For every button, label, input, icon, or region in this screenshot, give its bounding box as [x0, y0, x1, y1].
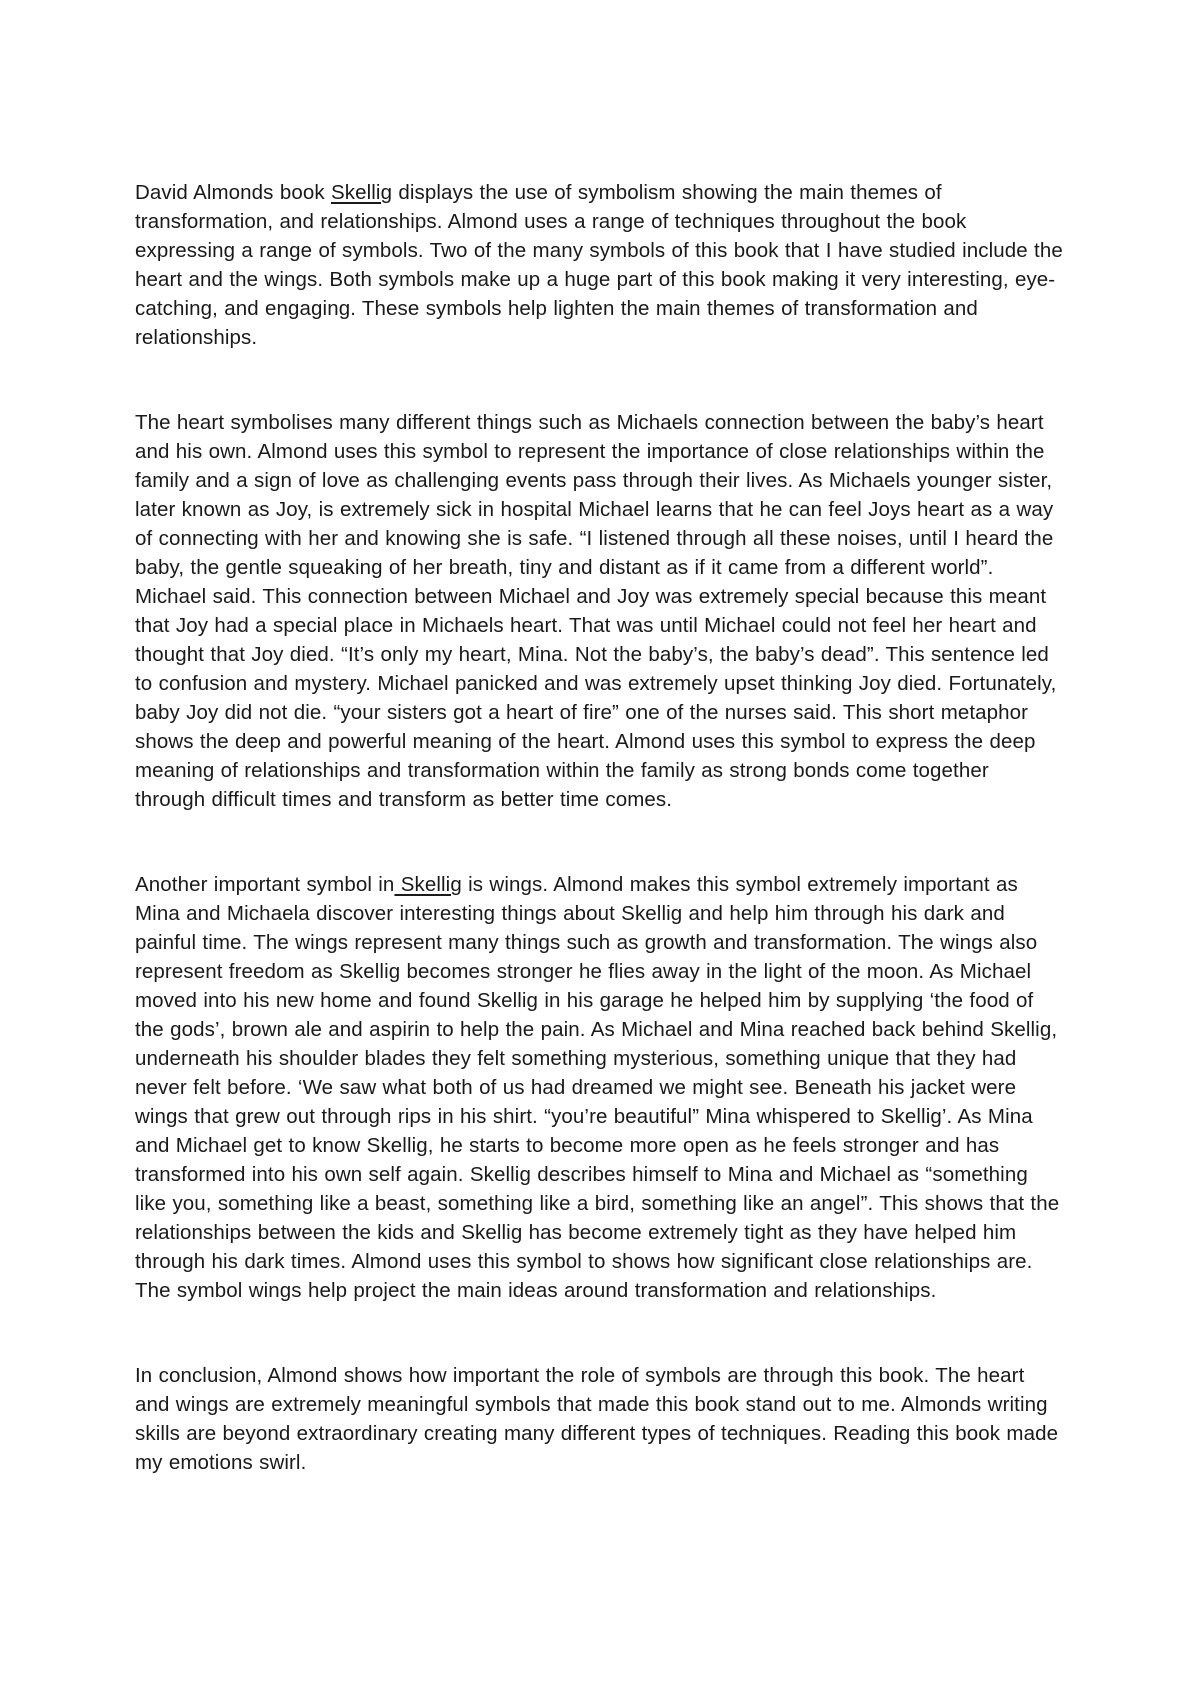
essay-paragraph	[135, 1361, 1065, 1477]
essay-paragraph	[135, 408, 1065, 814]
underlined-book-title: Skellig	[394, 873, 462, 896]
text-run: Another important symbol in	[135, 873, 395, 896]
text-run: displays the use of symbolism showing the main themes of transformation, and relationships. Almond uses a range of techniques throughout the book expressing a range of symbols. Two of the many symbols of this book that I have studied include the heart and the wings. Both symbols make up a huge part of this book making it very interesting, eye-catching, and engaging. These symbols help lighten the main themes of transformation and relationships.	[135, 181, 1063, 349]
text-run: The heart symbolises many different things such as Michaels connection between the baby’s heart and his own. Almond uses this symbol to represent the importance of close relationships within the family and a sign of love as challenging events pass through their lives. As Michaels younger sister, later known as Joy, is extremely sick in hospital Michael learns that he can feel Joys heart as a way of connecting with her and knowing she is safe. “I listened through all these noises, until I heard the baby, the gentle squeaking of her breath, tiny and distant as if it came from a different world”. Michael said. This connection between Michael and Joy was extremely special because this meant that Joy had a special place in Michaels heart. That was until Michael could not feel her heart and thought that Joy died. “It’s only my heart, Mina. Not the baby’s, the baby’s dead”. This sentence led to confusion and mystery. Michael panicked and was extremely upset thinking Joy died. Fortunately, baby Joy did not die. “your sisters got a heart of fire” one of the nurses said. This short metaphor shows the deep and powerful meaning of the heart. Almond uses this symbol to express the deep meaning of relationships and transformation within the family as strong bonds come together through difficult times and transform as better time comes.	[135, 411, 1057, 811]
underlined-book-title: Skellig	[330, 181, 393, 204]
text-run: David Almonds book	[135, 181, 331, 204]
text-run: In conclusion, Almond shows how important the role of symbols are through this book. The heart and wings are extremely meaningful symbols that made this book stand out to me. Almonds writing skills are beyond extraordinary creating many different types of techniques. Reading this book made my emotions swirl.	[135, 1364, 1059, 1474]
essay-paragraph	[135, 870, 1065, 1305]
text-run: is wings. Almond makes this symbol extremely important as Mina and Michaela discover interesting things about Skellig and help him through his dark and painful time. The wings represent many things such as growth and transformation. The wings also represent freedom as Skellig becomes stronger he flies away in the light of the moon. As Michael moved into his new home and found Skellig in his garage he helped him by supplying ‘the food of the gods’, brown ale and aspirin to help the pain. As Michael and Mina reached back behind Skellig, underneath his shoulder blades they felt something mysterious, something unique that they had never felt before. ‘We saw what both of us had dreamed we might see. Beneath his jacket were wings that grew out through rips in his shirt. “you’re beautiful” Mina whispered to Skellig’. As Mina and Michael get to know Skellig, he starts to become more open as he feels stronger and has transformed into his own self again. Skellig describes himself to Mina and Michael as “something like you, something like a beast, something like a bird, something like an angel”. This shows that the relationships between the kids and Skellig has become extremely tight as they have helped him through his dark times. Almond uses this symbol to shows how significant close relationships are. The symbol wings help project the main ideas around transformation and relationships.	[135, 873, 1060, 1302]
essay-paragraph	[135, 178, 1065, 352]
essay-body	[135, 178, 1065, 1477]
